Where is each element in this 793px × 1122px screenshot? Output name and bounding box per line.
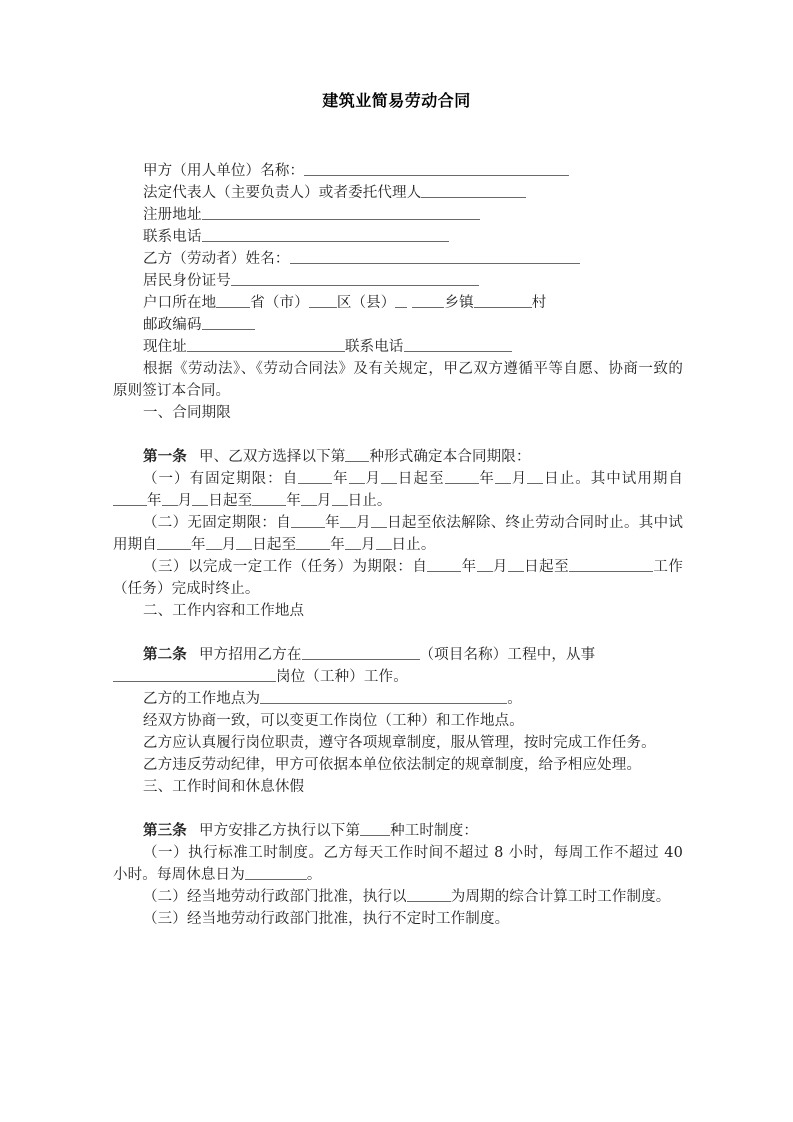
t: 年 [286,493,301,509]
field-party-a-name [113,160,683,182]
openterm-probation-start-year-input[interactable] [157,535,191,550]
spacer [113,424,683,446]
household-prefix-label: 户口所在地 [143,295,217,311]
openterm-probation-end-year-input[interactable] [296,535,330,550]
household-village-label: 村 [531,295,547,311]
t: 年 [461,559,477,575]
article-3-item-1-tail: 。 [306,867,322,883]
article-3-item-2-head: （二）经当地劳动行政部门批准，执行以 [143,889,407,905]
t: 年 [330,537,345,553]
task-term-start-year-input[interactable] [427,557,461,572]
section-heading-two: 二、工作内容和工作地点 [143,603,305,619]
article-2-heading [113,644,683,666]
article-1-item-2-head: （二）无固定期限：自 [143,515,292,531]
page-title: 建筑业简易劳动合同 [322,91,471,110]
post-type-input[interactable] [113,667,276,682]
article-1-item-1 [113,468,683,512]
openterm-probation-end-day-input[interactable] [376,535,392,550]
weekly-rest-day-input[interactable] [245,865,307,880]
spacer [113,798,683,820]
article-3-lead-tail: 种工时制度： [390,823,479,839]
t: 日止。其中试用期自 [543,471,684,487]
fixed-term-start-day-input[interactable] [381,469,397,484]
article-2-duty-line: 乙方应认真履行岗位职责，遵守各项规章制度，服从管理，按时完成工作任务。 [143,735,656,751]
party-b-phone-input[interactable] [404,337,512,352]
t: 月 [360,537,376,553]
household-district-input[interactable] [309,293,337,308]
fixed-term-start-year-input[interactable] [298,469,332,484]
t: 日止。 [347,493,392,509]
article-2-workplace-line [113,688,683,710]
openterm-start-month-input[interactable] [340,513,356,528]
id-number-input[interactable] [231,271,479,286]
article-3-item-2 [113,886,683,908]
spacer [113,622,683,644]
article-1-form-choice-input[interactable] [345,447,369,462]
document-body [113,160,683,930]
field-id-number [113,270,683,292]
openterm-start-year-input[interactable] [291,513,325,528]
article-3-item-3: （三）经当地劳动行政部门批准，执行不定时工作制度。 [143,911,510,927]
openterm-probation-start-month-input[interactable] [206,535,222,550]
article-3-item-1-head: （一）执行标准工时制度。乙方每天工作时间不超过 8 小时，每周工作不超过 40 小时。每周休息日为 [113,845,683,883]
article-1-label: 第一条 [143,448,187,465]
preamble-text: 根据《劳动法》、《劳动合同法》及有关规定，甲乙双方遵循平等自愿、协商一致的原则签订本合同。 [113,361,683,399]
t: 日起至 [252,537,297,553]
t: 年 [332,471,349,487]
openterm-probation-end-month-input[interactable] [345,535,361,550]
article-2-change-line: 经双方协商一致，可以变更工作岗位（工种）和工作地点。 [143,713,524,729]
article-2-workplace-tail: 。 [507,691,522,707]
fixed-term-end-year-input[interactable] [445,469,479,484]
fixed-term-end-day-input[interactable] [527,469,543,484]
article-1-item-3-head: （三）以完成一定工作（任务）为期限：自 [143,559,428,575]
article-2-discipline-line: 乙方违反劳动纪律，甲方可依据本单位依法制定的规章制度，给予相应处理。 [143,757,642,773]
t: 日起至 [523,559,570,575]
section-heading-three: 三、工作时间和休息休假 [143,779,305,795]
field-party-b-phone-label: 联系电话 [344,339,404,355]
t: 年 [478,471,495,487]
t: 月 [364,471,382,487]
t: 月 [316,493,332,509]
article-2-post-line [113,666,683,688]
household-district-label: 区（县） [336,295,396,311]
t: 月 [356,515,371,531]
article-3-lead: 甲方安排乙方执行以下第 [198,823,361,839]
t: 年 [190,537,206,553]
article-3-system-choice-input[interactable] [360,821,390,836]
openterm-probation-start-day-input[interactable] [236,535,252,550]
t: 日止。 [391,537,436,553]
field-party-b-name [113,248,683,270]
article-1-item-3 [113,556,683,600]
t: 日起至 [208,493,253,509]
t: 年 [147,493,162,509]
registered-address-input[interactable] [202,205,480,220]
probation-end-year-input[interactable] [252,491,286,506]
field-household-location [113,292,683,314]
article-1-item-1-head: （一）有固定期限：自 [143,471,299,487]
article-3-item-1 [113,842,683,886]
t: 年 [325,515,340,531]
t: 日起至依法解除、终止劳动合同时止。其中试用期自 [113,515,684,553]
current-address-input[interactable] [187,337,345,352]
fixed-term-end-month-input[interactable] [495,469,511,484]
household-town-input[interactable] [412,293,444,308]
article-1-lead-tail: 种形式确定本合同期限： [369,449,531,465]
article-2-label: 第二条 [143,646,187,663]
task-description-input[interactable] [569,557,653,572]
article-3-heading [113,820,683,842]
field-id-number-label: 居民身份证号 [143,273,231,289]
t: 月 [510,471,528,487]
party-a-phone-input[interactable] [202,227,449,242]
project-name-input[interactable] [302,645,420,660]
task-term-start-month-input[interactable] [477,557,493,572]
probation-end-day-input[interactable] [332,491,348,506]
field-current-address-label: 现住址 [143,339,187,355]
probation-start-year-input[interactable] [113,491,147,506]
probation-start-day-input[interactable] [192,491,208,506]
postal-code-input[interactable] [202,315,255,330]
field-current-address [113,336,683,358]
fixed-term-start-month-input[interactable] [349,469,365,484]
field-party-a-phone-label: 联系电话 [143,229,202,245]
field-party-a-name-label: 甲方（用人单位）名称： [143,163,305,179]
probation-start-month-input[interactable] [162,491,178,506]
article-2-lead: 甲方招用乙方在 [198,647,302,663]
section-heading-one: 一、合同期限 [143,405,231,421]
field-registered-address-label: 注册地址 [143,207,202,223]
field-party-a-phone [113,226,683,248]
field-postal-code [113,314,683,336]
t: 日起至 [397,471,445,487]
t: 工作（任务）完成时终止。 [113,559,683,597]
probation-end-month-input[interactable] [301,491,317,506]
workplace-input[interactable] [260,689,507,704]
comprehensive-cycle-input[interactable] [407,887,451,902]
article-1-item-2 [113,512,683,556]
article-1-heading [113,446,683,468]
preamble-paragraph [113,358,683,402]
field-legal-representative [113,182,683,204]
party-a-name-input[interactable] [304,161,569,176]
article-3-item-2-tail: 为周期的综合计算工时工作制度。 [450,889,671,905]
household-province-label: 省（市） [250,295,309,311]
article-3-label: 第三条 [143,822,187,839]
t: 月 [492,559,508,575]
household-village-input[interactable] [474,293,532,308]
article-1-lead: 甲、乙双方选择以下第 [198,449,346,465]
field-party-b-name-label: 乙方（劳动者）姓名： [143,251,290,267]
legal-representative-input[interactable] [421,183,526,198]
field-legal-representative-label: 法定代表人（主要负责人）或者委托代理人 [143,185,422,201]
field-postal-code-label: 邮政编码 [143,317,202,333]
t: 月 [221,537,237,553]
article-2-post-tail: 岗位（工种）工作。 [276,669,408,685]
article-2-workplace-head: 乙方的工作地点为 [143,691,261,707]
party-b-name-input[interactable] [290,249,580,264]
article-2-project-note: （项目名称）工程中，从事 [419,647,596,663]
openterm-start-day-input[interactable] [371,513,387,528]
household-province-input[interactable] [216,293,250,308]
household-extra-input[interactable] [395,293,407,308]
household-town-label: 乡镇 [444,295,474,311]
t: 月 [177,493,193,509]
task-term-start-day-input[interactable] [508,557,524,572]
field-registered-address [113,204,683,226]
